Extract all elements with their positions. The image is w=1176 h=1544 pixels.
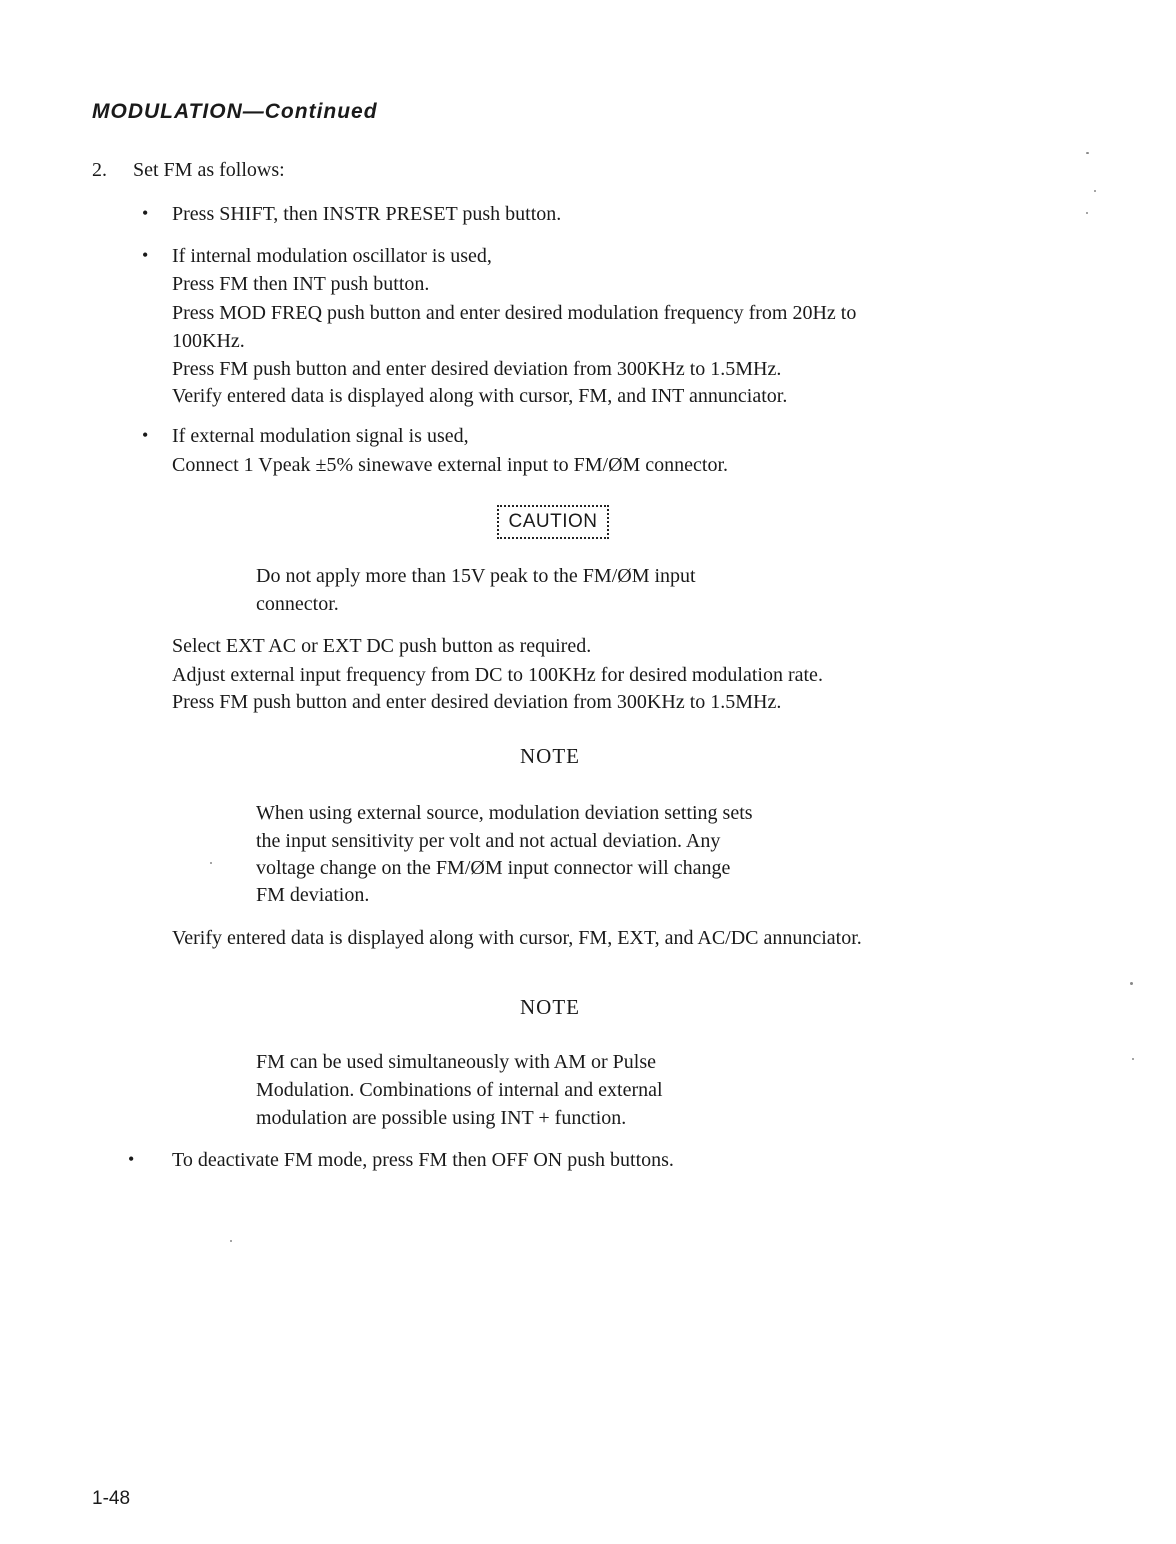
bullet-icon: • (142, 203, 149, 223)
step-text: Set FM as follows: (133, 159, 285, 181)
note-line: FM deviation. (256, 884, 370, 906)
bullet-line: 100KHz. (172, 330, 245, 352)
scan-speck (1086, 212, 1088, 214)
ext-line: Select EXT AC or EXT DC push button as required. (172, 635, 592, 657)
bullet-line: Press MOD FREQ push button and enter desired modulation frequency from 20Hz to (172, 302, 857, 324)
ext-line: Adjust external input frequency from DC to 100KHz for desired modulation rate. (172, 664, 823, 686)
step-number: 2. (92, 159, 107, 181)
bullet-text: To deactivate FM mode, press FM then OFF ON push buttons. (172, 1149, 674, 1171)
bullet-icon: • (128, 1149, 135, 1169)
ext-line: Press FM push button and enter desired deviation from 300KHz to 1.5MHz. (172, 691, 782, 713)
caution-box: CAUTION (497, 505, 609, 539)
note-line: Modulation. Combinations of internal and external (256, 1079, 663, 1101)
bullet-line: Press FM then INT push button. (172, 273, 430, 295)
scan-speck (210, 862, 212, 864)
scan-speck (1086, 152, 1089, 154)
note-heading: NOTE (520, 995, 580, 1019)
bullet-icon: • (142, 245, 149, 265)
bullet-line: Press FM push button and enter desired deviation from 300KHz to 1.5MHz. (172, 358, 782, 380)
bullet-line: If external modulation signal is used, (172, 425, 469, 447)
verify-ext-line: Verify entered data is displayed along with cursor, FM, EXT, and AC/DC annunciator. (172, 927, 862, 949)
scan-speck (230, 1240, 232, 1242)
caution-line: Do not apply more than 15V peak to the FM/ØM input (256, 565, 696, 587)
bullet-line: If internal modulation oscillator is used, (172, 245, 492, 267)
bullet-line: Connect 1 Vpeak ±5% sinewave external input to FM/ØM connector. (172, 454, 729, 476)
caution-line: connector. (256, 593, 339, 615)
scan-speck (1130, 982, 1133, 985)
scan-speck (1094, 190, 1096, 192)
note-line: the input sensitivity per volt and not actual deviation. Any (256, 830, 721, 852)
page-number: 1-48 (92, 1488, 131, 1509)
bullet-text: Press SHIFT, then INSTR PRESET push button. (172, 203, 562, 225)
bullet-line: Verify entered data is displayed along with cursor, FM, and INT annunciator. (172, 385, 788, 407)
scan-speck (1132, 1058, 1134, 1060)
section-heading: MODULATION—Continued (92, 100, 378, 123)
bullet-icon: • (142, 425, 149, 445)
note-line: When using external source, modulation deviation setting sets (256, 802, 753, 824)
note-line: modulation are possible using INT + function. (256, 1107, 627, 1129)
note-line: FM can be used simultaneously with AM or Pulse (256, 1051, 656, 1073)
note-heading: NOTE (520, 744, 580, 768)
note-line: voltage change on the FM/ØM input connector will change (256, 857, 731, 879)
